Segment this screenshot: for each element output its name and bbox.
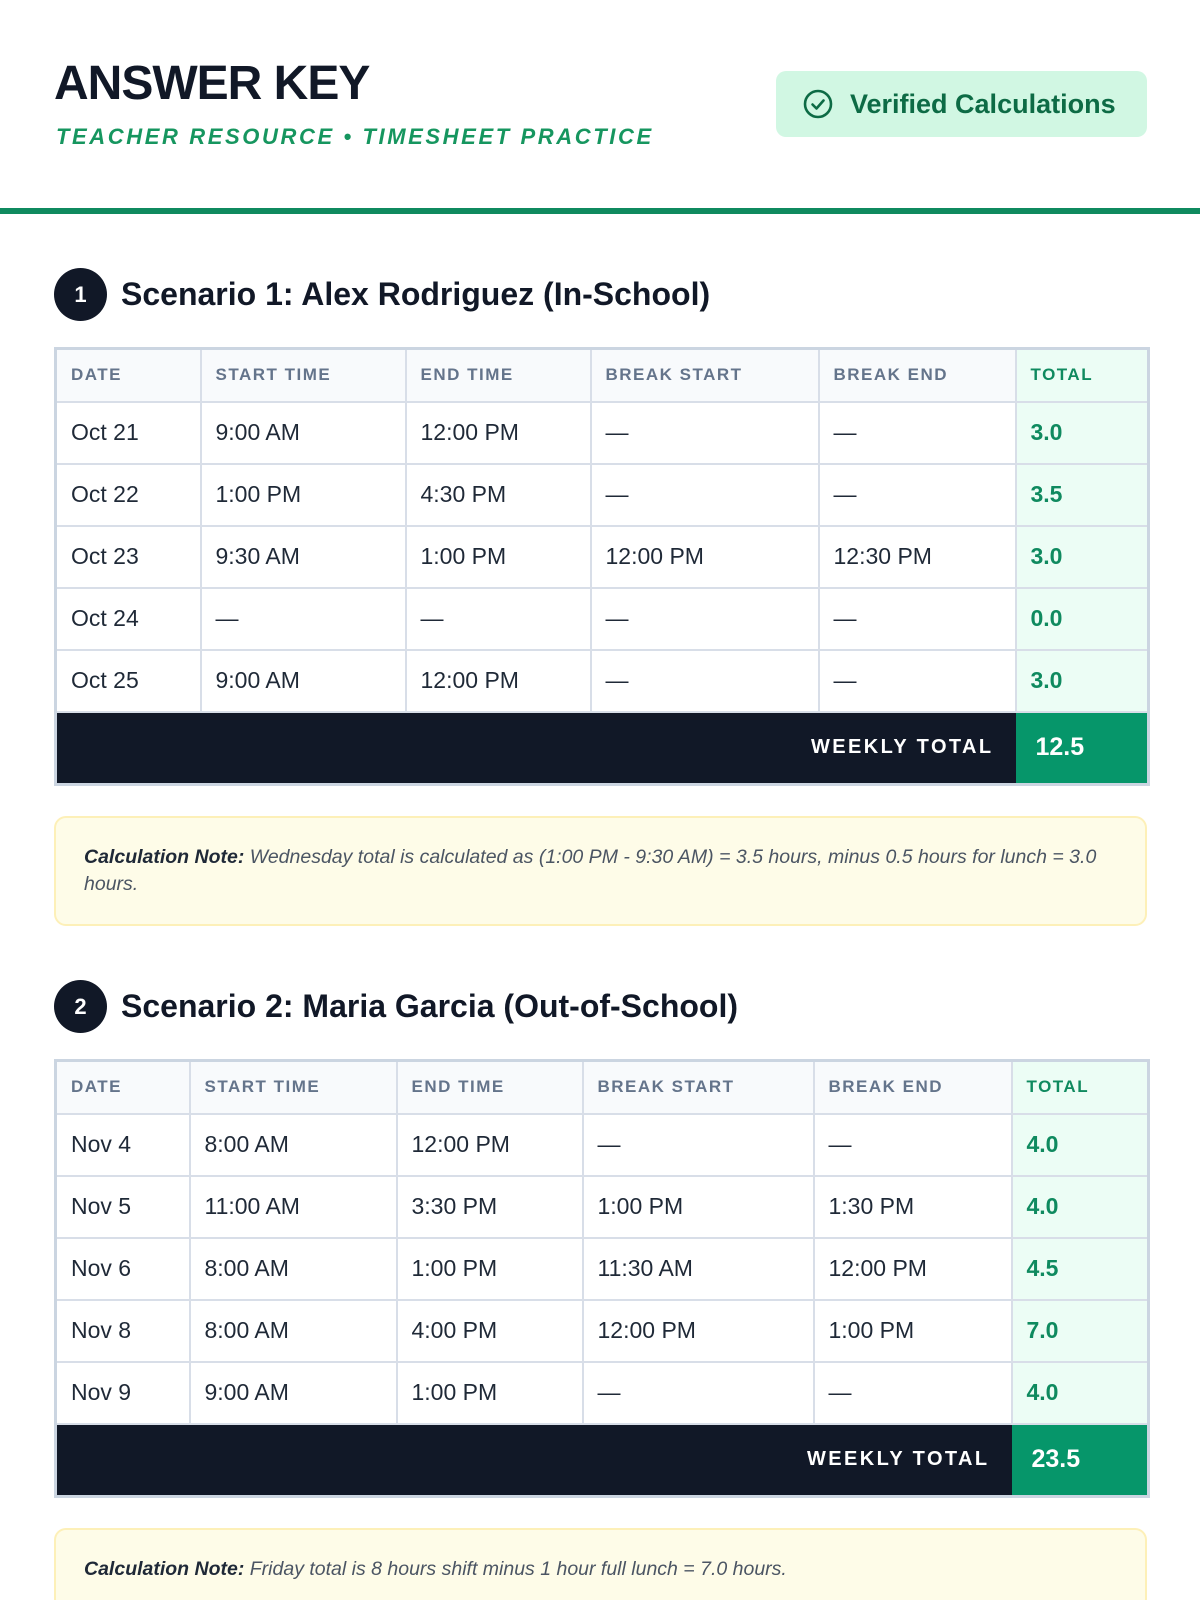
cell-break-end: — — [819, 402, 1016, 464]
cell-start-time: 8:00 AM — [190, 1300, 397, 1362]
cell-break-end: 1:30 PM — [814, 1176, 1012, 1238]
scenario-1-heading — [54, 268, 710, 321]
cell-total: 3.0 — [1016, 650, 1149, 712]
cell-break-start: 12:00 PM — [583, 1300, 814, 1362]
cell-date: Oct 22 — [56, 464, 201, 526]
calculation-note-label: Calculation Note: — [84, 846, 245, 868]
cell-break-end: — — [814, 1114, 1012, 1176]
cell-end-time: 3:30 PM — [397, 1176, 583, 1238]
column-header-total: TOTAL — [1016, 349, 1149, 402]
cell-end-time: 4:30 PM — [406, 464, 591, 526]
column-header-start-time: START TIME — [201, 349, 406, 402]
cell-total: 4.0 — [1012, 1362, 1149, 1424]
page-subtitle: TEACHER RESOURCE • TIMESHEET PRACTICE — [56, 124, 654, 149]
column-header-break-end: BREAK END — [819, 349, 1016, 402]
table-row — [56, 1114, 1149, 1176]
table-row — [56, 1300, 1149, 1362]
cell-date: Oct 21 — [56, 402, 201, 464]
cell-date: Nov 9 — [56, 1362, 190, 1424]
table-row — [56, 1238, 1149, 1300]
cell-total: 7.0 — [1012, 1300, 1149, 1362]
cell-end-time: — — [406, 588, 591, 650]
cell-break-end: — — [819, 464, 1016, 526]
cell-break-start: — — [591, 588, 819, 650]
calculation-note — [54, 816, 1147, 926]
cell-start-time: 9:30 AM — [201, 526, 406, 588]
cell-total: 0.0 — [1016, 588, 1149, 650]
cell-break-end: 1:00 PM — [814, 1300, 1012, 1362]
column-header-end-time: END TIME — [397, 1061, 583, 1114]
table-row — [56, 650, 1149, 712]
cell-break-start: — — [583, 1114, 814, 1176]
cell-total: 4.5 — [1012, 1238, 1149, 1300]
table-row — [56, 588, 1149, 650]
weekly-total-row — [56, 1424, 1149, 1497]
table-row — [56, 526, 1149, 588]
table-header-row — [56, 349, 1149, 402]
weekly-total-row — [56, 712, 1149, 785]
cell-total: 3.0 — [1016, 526, 1149, 588]
cell-start-time: 11:00 AM — [190, 1176, 397, 1238]
cell-date: Nov 4 — [56, 1114, 190, 1176]
column-header-break-start: BREAK START — [583, 1061, 814, 1114]
scenario-1-timesheet-table — [54, 347, 1150, 786]
cell-date: Oct 25 — [56, 650, 201, 712]
cell-break-end: — — [819, 650, 1016, 712]
page-title: ANSWER KEY — [54, 57, 370, 110]
table-row — [56, 1176, 1149, 1238]
cell-date: Nov 6 — [56, 1238, 190, 1300]
column-header-break-end: BREAK END — [814, 1061, 1012, 1114]
cell-break-start: 12:00 PM — [591, 526, 819, 588]
scenario-2-timesheet-table — [54, 1059, 1150, 1498]
weekly-total-label: WEEKLY TOTAL — [56, 1424, 1012, 1497]
cell-total: 3.5 — [1016, 464, 1149, 526]
cell-end-time: 1:00 PM — [397, 1238, 583, 1300]
cell-break-end: — — [819, 588, 1016, 650]
cell-end-time: 4:00 PM — [397, 1300, 583, 1362]
column-header-break-start: BREAK START — [591, 349, 819, 402]
scenario-title: Scenario 2: Maria Garcia (Out-of-School) — [121, 988, 738, 1024]
column-header-date: DATE — [56, 1061, 190, 1114]
table-row — [56, 402, 1149, 464]
cell-start-time: 9:00 AM — [190, 1362, 397, 1424]
cell-date: Nov 8 — [56, 1300, 190, 1362]
table-row — [56, 1362, 1149, 1424]
scenario-2-heading — [54, 980, 738, 1033]
cell-break-end: 12:30 PM — [819, 526, 1016, 588]
cell-break-start: 11:30 AM — [583, 1238, 814, 1300]
column-header-start-time: START TIME — [190, 1061, 397, 1114]
cell-date: Oct 23 — [56, 526, 201, 588]
calculation-note-text: Friday total is 8 hours shift minus 1 hour full lunch = 7.0 hours. — [249, 1558, 787, 1580]
page-header — [0, 0, 1200, 214]
calculation-note-label: Calculation Note: — [84, 1558, 245, 1580]
cell-end-time: 12:00 PM — [406, 650, 591, 712]
cell-start-time: 9:00 AM — [201, 650, 406, 712]
cell-start-time: 8:00 AM — [190, 1114, 397, 1176]
check-circle-icon — [802, 88, 834, 120]
cell-end-time: 12:00 PM — [406, 402, 591, 464]
weekly-total-value: 23.5 — [1012, 1424, 1149, 1497]
cell-end-time: 12:00 PM — [397, 1114, 583, 1176]
weekly-total-label: WEEKLY TOTAL — [56, 712, 1016, 785]
cell-start-time: 8:00 AM — [190, 1238, 397, 1300]
verified-badge-label: Verified Calculations — [850, 88, 1116, 119]
cell-break-end: — — [814, 1362, 1012, 1424]
cell-date: Nov 5 — [56, 1176, 190, 1238]
verified-badge — [776, 71, 1147, 137]
calculation-note-text: Wednesday total is calculated as (1:00 PM - 9:30 AM) = 3.5 hours, minus 0.5 hours for lunch = 3.0 hours. — [84, 846, 1097, 895]
cell-total: 4.0 — [1012, 1114, 1149, 1176]
cell-end-time: 1:00 PM — [397, 1362, 583, 1424]
table-header-row — [56, 1061, 1149, 1114]
cell-start-time: 9:00 AM — [201, 402, 406, 464]
cell-break-start: — — [591, 464, 819, 526]
cell-break-start: — — [591, 402, 819, 464]
cell-total: 3.0 — [1016, 402, 1149, 464]
column-header-end-time: END TIME — [406, 349, 591, 402]
cell-date: Oct 24 — [56, 588, 201, 650]
cell-end-time: 1:00 PM — [406, 526, 591, 588]
calculation-note — [54, 1528, 1147, 1600]
cell-start-time: — — [201, 588, 406, 650]
cell-break-start: — — [583, 1362, 814, 1424]
cell-total: 4.0 — [1012, 1176, 1149, 1238]
cell-break-start: 1:00 PM — [583, 1176, 814, 1238]
scenario-number-badge: 2 — [54, 980, 107, 1033]
table-row — [56, 464, 1149, 526]
cell-break-end: 12:00 PM — [814, 1238, 1012, 1300]
scenario-title: Scenario 1: Alex Rodriguez (In-School) — [121, 276, 711, 312]
cell-break-start: — — [591, 650, 819, 712]
cell-start-time: 1:00 PM — [201, 464, 406, 526]
scenario-number-badge: 1 — [54, 268, 107, 321]
column-header-date: DATE — [56, 349, 201, 402]
weekly-total-value: 12.5 — [1016, 712, 1149, 785]
column-header-total: TOTAL — [1012, 1061, 1149, 1114]
